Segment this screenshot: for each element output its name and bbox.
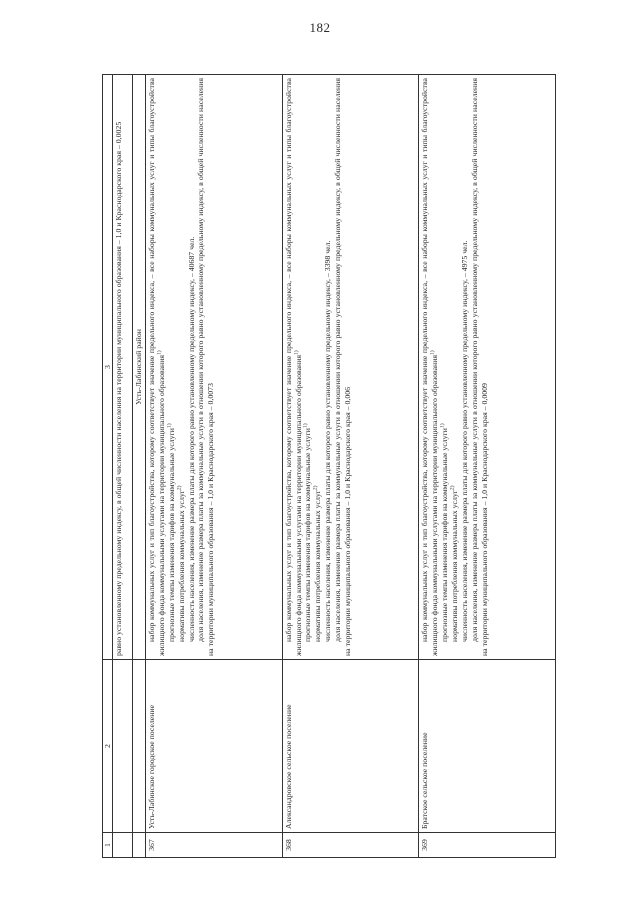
row-name: Александровское сельское поселение <box>282 660 419 833</box>
page-number: 182 <box>309 20 331 35</box>
population-paragraph: численность населения, изменение размера платы для которого равно установленному предельному индексу, – 40687 чел. <box>186 236 196 642</box>
header-col-2: 2 <box>103 660 113 833</box>
norms-paragraph <box>177 78 187 656</box>
set-paragraph <box>420 78 440 656</box>
set-text: набор коммунальных услуг и тип благоустройства, которому соответствует значение предельного индекса, – все наборы коммунальных услуг и типы благоустройства жилищного фонда коммунальными услугами на территории муниципального образования <box>420 78 440 656</box>
header-col-1: 1 <box>103 833 113 858</box>
footnote-2: 2) <box>176 485 183 491</box>
carryover-row <box>113 75 133 858</box>
row-name: Братское сельское поселение <box>419 660 556 833</box>
header-row <box>103 75 113 858</box>
footnote-1: 1) <box>156 350 163 356</box>
population-paragraph: численность населения, изменение размера платы для которого равно установленному предельному индексу, – 4975 чел. <box>459 240 469 642</box>
footnote-1: 1) <box>439 423 446 429</box>
footnote-1: 1) <box>166 423 173 429</box>
row-number: 369 <box>419 833 556 858</box>
share-paragraph: доля населения, изменение размера платы за коммунальные услуги в отношении которого равно установленному предельному индексу, в общей численности населения на территории муниципального образования – 1,0 и Краснодарского края – 0,006 <box>333 78 353 656</box>
footnote-2: 2) <box>449 485 456 491</box>
header-col-3: 3 <box>103 75 113 660</box>
footnote-1: 1) <box>302 423 309 429</box>
tariffs-paragraph <box>303 78 313 656</box>
tariffs-text: прогнозные темпы изменения тарифов на коммунальные услуги <box>440 428 450 642</box>
row-content <box>419 75 556 660</box>
district-spacer-1 <box>133 833 146 858</box>
table-row <box>282 75 419 858</box>
row-content <box>145 75 282 660</box>
district-spacer-2 <box>133 660 146 833</box>
tariffs-text: прогнозные темпы изменения тарифов на коммунальные услуги <box>166 428 176 642</box>
row-name: Усть-Лабинское городское поселение <box>145 660 282 833</box>
row-content <box>282 75 419 660</box>
carryover-name-cell <box>113 660 133 833</box>
share-paragraph: доля населения, изменение размера платы за коммунальные услуги в отношении которого равно установленному предельному индексу, в общей численности населения на территории муниципального образования – 1,0 и Краснодарского края – 0,0009 <box>469 78 489 656</box>
norms-text: нормативы потребления коммунальных услуг <box>450 490 459 642</box>
district-row <box>133 75 146 858</box>
population-paragraph: численность населения, изменение размера платы для которого равно установленному предельному индексу, – 3398 чел. <box>323 240 333 642</box>
tariffs-paragraph <box>440 78 450 656</box>
footnote-1: 1) <box>292 350 299 356</box>
norms-text: нормативы потребления коммунальных услуг <box>176 490 186 642</box>
share-paragraph: доля населения, изменение размера платы за коммунальные услуги в отношении которого равно установленному предельному индексу, в общей численности населения на территории муниципального образования – 1,0 и Краснодарского края – 0,0073 <box>196 78 216 656</box>
rotated-table-container <box>102 75 556 858</box>
tariffs-paragraph <box>167 78 177 656</box>
district-title: Усть-Лабинский район <box>133 75 146 660</box>
footnote-2: 2) <box>312 485 319 491</box>
table-row <box>145 75 282 858</box>
row-number: 368 <box>282 833 419 858</box>
set-paragraph <box>147 78 167 656</box>
footnote-1: 1) <box>429 350 436 356</box>
carryover-paragraph: равно установленному предельному индексу, в общей численности населения на территории муниципального образования – 1,0 и Краснодарского края – 0,0025 <box>114 121 123 656</box>
document-table <box>102 74 556 858</box>
set-text: набор коммунальных услуг и тип благоустройства, которому соответствует значение предельного индекса, – все наборы коммунальных услуг и типы благоустройства жилищного фонда коммунальными услугами на территории муниципального образования <box>146 78 166 656</box>
carryover-text <box>113 75 133 660</box>
norms-paragraph <box>450 78 460 656</box>
set-text: набор коммунальных услуг и тип благоустройства, которому соответствует значение предельного индекса, – все наборы коммунальных услуг и типы благоустройства жилищного фонда коммунальными услугами на территории муниципального образования <box>283 78 303 656</box>
norms-text: нормативы потребления коммунальных услуг <box>313 490 323 642</box>
row-number: 367 <box>145 833 282 858</box>
tariffs-text: прогнозные темпы изменения тарифов на коммунальные услуги <box>303 428 313 642</box>
table-row <box>419 75 556 858</box>
carryover-num-cell <box>113 833 133 858</box>
norms-paragraph <box>313 78 323 656</box>
set-paragraph <box>284 78 304 656</box>
